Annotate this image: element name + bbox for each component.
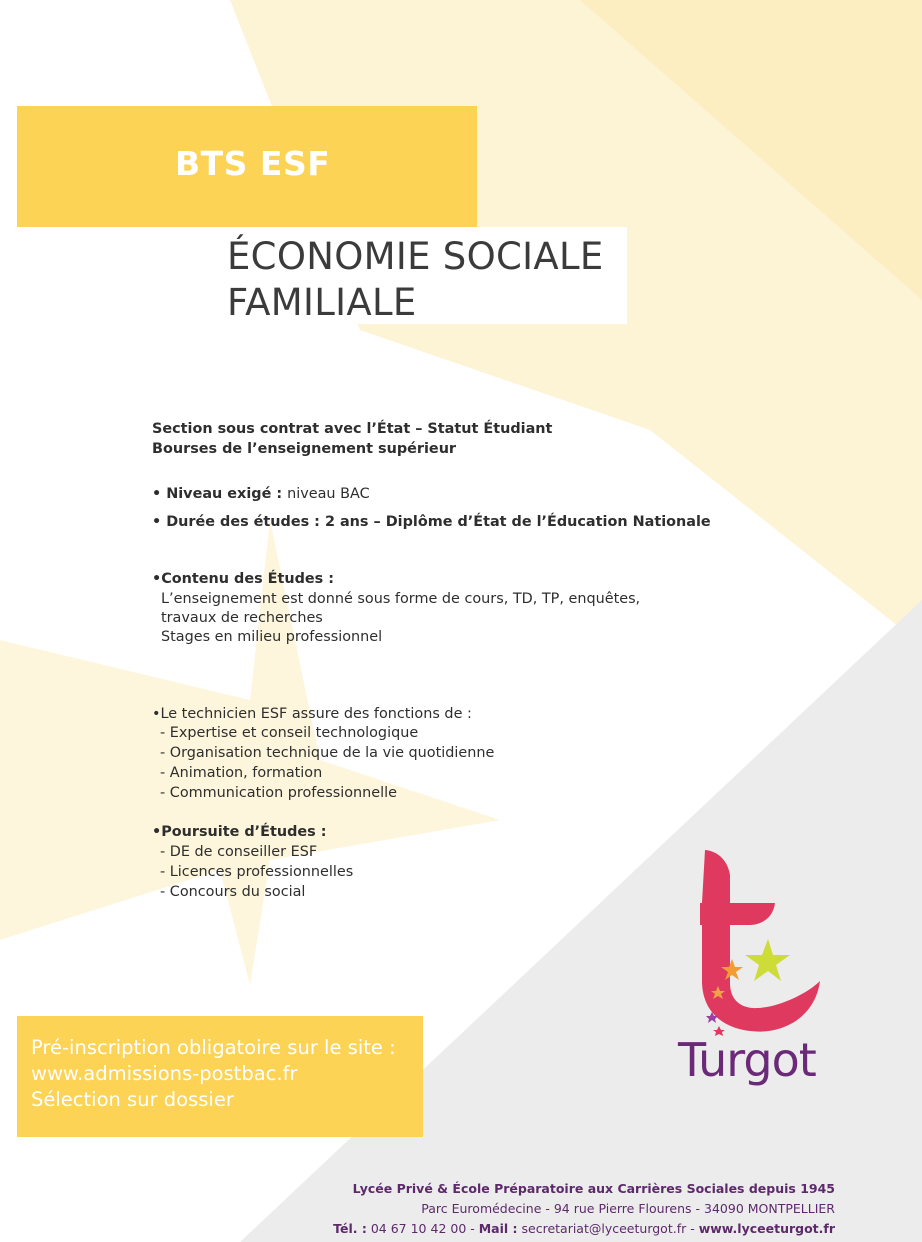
poursuite-item: - Concours du social [160, 884, 306, 900]
fonctions-item: - Expertise et conseil technologique [160, 725, 419, 741]
preinscription-box [17, 1016, 423, 1137]
fonctions-heading: •Le technicien ESF assure des fonctions de : [152, 706, 472, 722]
subtitle-line: ÉCONOMIE SOCIALE [227, 235, 604, 278]
poursuite-item: - Licences professionnelles [160, 864, 354, 880]
requirement-value: niveau BAC [287, 486, 370, 502]
footer-address: Parc Euromédecine - 94 rue Pierre Flourens - 34090 MONTPELLIER [421, 1201, 835, 1216]
requirement-duration [152, 512, 711, 532]
requirement-label: • Niveau exigé : [152, 486, 288, 502]
contenu-line: L’enseignement est donné sous forme de cours, TD, TP, enquêtes, [161, 591, 641, 607]
promo-link[interactable]: www.admissions-postbac.fr [31, 1062, 298, 1085]
promo-line: Sélection sur dossier [31, 1088, 234, 1111]
turgot-star-icon [670, 843, 840, 1043]
poursuite-heading: •Poursuite d’Études : [152, 824, 327, 840]
subtitle-line: FAMILIALE [227, 281, 417, 324]
contenu-heading: •Contenu des Études : [152, 571, 335, 587]
footer-mail-label: Mail : [478, 1221, 518, 1236]
footer-tel[interactable]: 04 67 10 42 00 - [366, 1221, 479, 1236]
footer-tel-label: Tél. : [333, 1221, 367, 1236]
requirement-value: 2 ans – Diplôme d’État de l’Éducation Nationale [324, 514, 711, 530]
requirement-level [152, 484, 370, 504]
promo-line: Pré-inscription obligatoire sur le site : [31, 1036, 396, 1059]
footer-website-link[interactable]: www.lyceeturgot.fr [698, 1221, 835, 1236]
subtitle-box [203, 227, 627, 324]
turgot-logo [670, 843, 840, 1103]
contenu-line: Stages en milieu professionnel [161, 629, 383, 645]
fonctions-item: - Animation, formation [160, 765, 323, 781]
footer-contact [333, 1221, 835, 1236]
footer-school: Lycée Privé & École Préparatoire aux Carrières Sociales depuis 1945 [352, 1181, 835, 1196]
footer-mail[interactable]: secretariat@lyceeturgot.fr - [517, 1221, 699, 1236]
requirement-label: • Durée des études : [152, 514, 325, 530]
page-title: BTS ESF [175, 144, 331, 183]
intro-line: Bourses de l’enseignement supérieur [152, 441, 457, 457]
fonctions-item: - Communication professionnelle [160, 785, 397, 801]
header-band [17, 106, 477, 227]
poursuite-item: - DE de conseiller ESF [160, 844, 318, 860]
intro-line: Section sous contrat avec l’État – Statut Étudiant [152, 421, 553, 437]
logo-wordmark: Turgot [678, 1033, 816, 1087]
contenu-line: travaux de recherches [161, 610, 323, 626]
fonctions-item: - Organisation technique de la vie quotidienne [160, 745, 495, 761]
